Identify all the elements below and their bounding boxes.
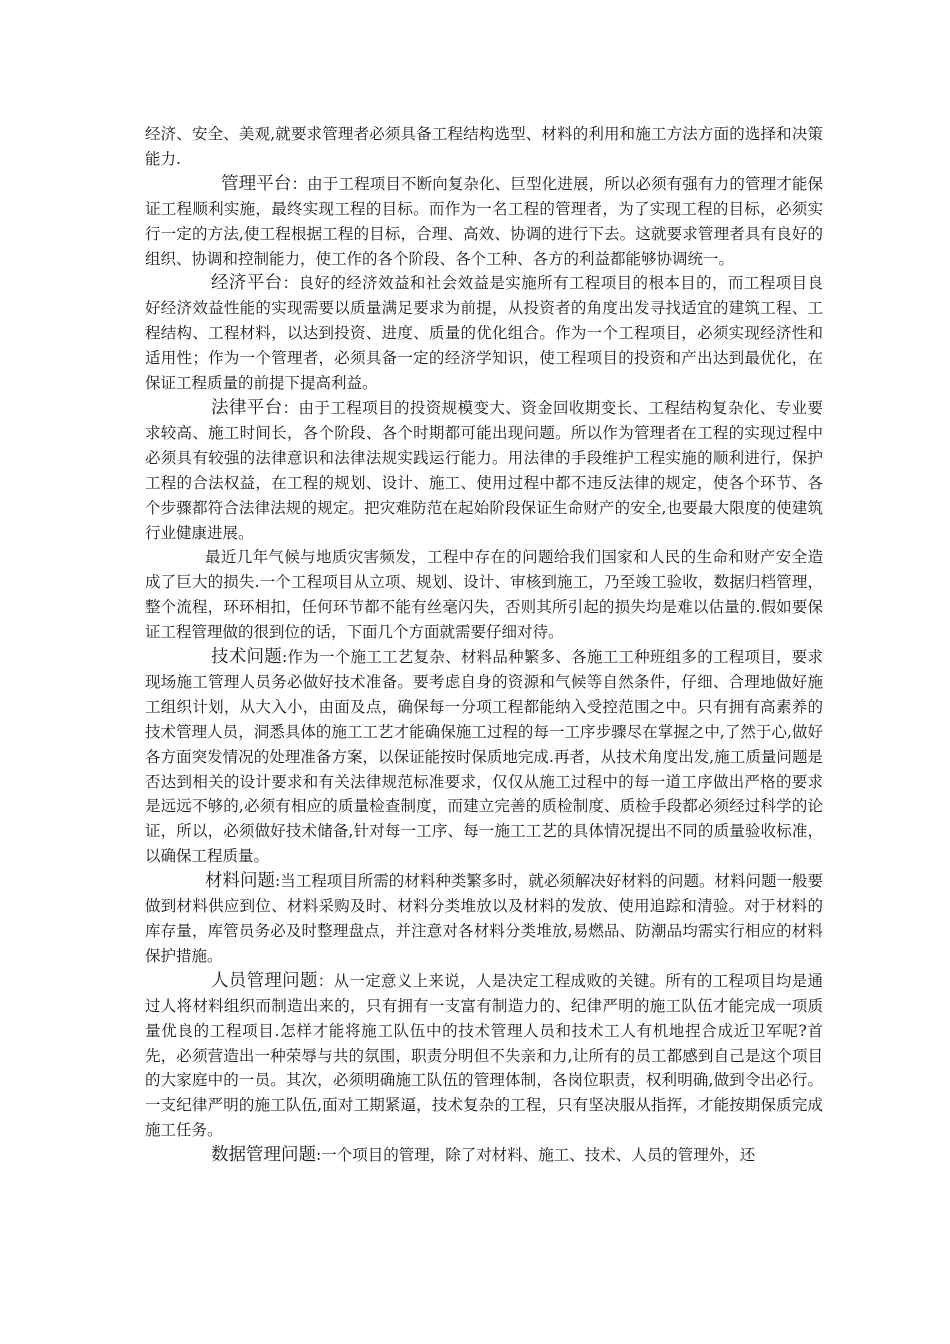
paragraph-heading: 人员管理问题 [211,970,318,991]
paragraph-body: ：由于工程项目不断向复杂化、巨型化进展，所以必须有强有力的管理才能保证工程顺利实施，最终实现工程的目标。而作为一名工程的管理者，为了实现工程的目标，必须实行一定的方法,使工程根据工程的目标，合理、高效、协调的进行下去。这就要求管理者具有良好的组织、协调和控制能力，使工作的各个阶段、各个工种、各方的利益都能够协调统一。 [145,174,823,268]
paragraph-personnel-issues [145,969,823,1143]
paragraph-heading: 法律平台 [211,397,283,418]
paragraph-heading: 材料问题 [205,871,276,892]
document-page [145,122,823,1168]
paragraph-heading: 数据管理问题 [211,1145,316,1166]
paragraph-body: :一个项目的管理，除了对材料、施工、技术、人员的管理外，还 [316,1146,756,1165]
paragraph-body: :作为一个施工工艺复杂、材料品种繁多、各施工工种班组多的工程项目，要求现场施工管理人员务必做好技术准备。要考虑自身的资源和气候等自然条件，仔细、合理地做好施工组织计划，从大入小，由面及点，确保每一分项工程都能纳入受控范围之中。只有拥有高素养的技术管理人员，洞悉具体的施工工艺才能确保施工过程的每一工序步骤尽在掌握之中,了然于心,做好各方面突发情况的处理准备方案，以保证能按时保质地完成.再者，从技术角度出发,施工质量问题是否达到相关的设计要求和有关法律规范标准要求，仅仅从施工过程中的每一道工序做出严格的要求是远远不够的,必须有相应的质量检查制度，而建立完善的质检制度、质检手段都必须经过科学的论证，所以，必须做好技术储备,针对每一工序、每一施工工艺的具体情况提出不同的质量验收标准，以确保工程质量。 [145,648,823,866]
paragraph-material-issues [145,869,823,969]
paragraph-disaster-overview [145,545,823,645]
paragraph-data-management-issues [145,1143,823,1168]
paragraph-legal-platform [145,396,823,545]
paragraph-body: 经济、安全、美观,就要求管理者必须具备工程结构选型、材料的利用和施工方法方面的选择和决策能力. [145,125,823,168]
paragraph-body: ：由于工程项目的投资规模变大、资金回收期变长、工程结构复杂化、专业要求较高、施工时间长，各个阶段、各个时期都可能出现问题。所以作为管理者在工程的实现过程中必须具有较强的法律意识和法律法规实践运行能力。用法律的手段维护工程实施的顺利进行，保护工程的合法权益，在工程的规划、设计、施工、使用过程中都不违反法律的规定，使各个环节、各个步骤都符合法律法规的规定。把灾难防范在起始阶段保证生命财产的安全,也要最大限度的使建筑行业健康进展。 [145,398,823,542]
paragraph-technical-issues [145,645,823,869]
paragraph-economic-platform [145,271,823,396]
paragraph-heading: 技术问题 [211,647,283,668]
paragraph-heading: 经济平台 [211,273,283,294]
paragraph-body: ：良好的经济效益和社会效益是实施所有工程项目的根本目的，而工程项目良好经济效益性能的实现需要以质量满足要求为前提，从投资者的角度出发寻找适宜的建筑工程、工程结构、工程材料，以达到投资、进度、质量的优化组合。作为一个工程项目，必须实现经济性和适用性；作为一个管理者，必须具备一定的经济学知识，使工程项目的投资和产出达到最优化，在保证工程质量的前提下提高利益。 [145,274,823,393]
paragraph-management-platform [145,172,823,272]
paragraph-body: :当工程项目所需的材料种类繁多时，就必须解决好材料的问题。材料问题一般要做到材料供应到位、材料采购及时、材料分类堆放以及材料的发放、使用追踪和清验。对于材料的库存量，库管员务必及时整理盘点，并注意对各材料分类堆放,易燃品、防潮品均需实行相应的材料保护措施。 [145,872,823,965]
paragraph-body: ：从一定意义上来说，人是决定工程成败的关键。所有的工程项目均是通过人将材料组织而制造出来的，只有拥有一支富有制造力的、纪律严明的施工队伍才能完成一项质量优良的工程项目.怎样才能将施工队伍中的技术管理人员和技术工人有机地捏合成近卫军呢?首先，必须营造出一种荣辱与共的氛围，职责分明但不失亲和力,让所有的员工都感到自己是这个项目的大家庭中的一员。其次，必须明确施工队伍的管理体制，各岗位职责，权利明确,做到令出必行。一支纪律严明的施工队伍,面对工期紧逼，技术复杂的工程，只有坚决服从指挥，才能按期保质完成施工任务。 [145,971,823,1140]
paragraph-heading: 管理平台 [221,173,292,194]
paragraph-intro-continuation [145,122,823,172]
paragraph-body: 最近几年气候与地质灾害频发，工程中存在的问题给我们国家和人民的生命和财产安全造成了巨大的损失.一个工程项目从立项、规划、设计、审核到施工，乃至竣工验收，数据归档管理，整个流程，环环相扣，任何环节都不能有丝毫闪失，否则其所引起的损失均是难以估量的.假如要保证工程管理做的很到位的话，下面几个方面就需要仔细对待。 [145,548,823,642]
